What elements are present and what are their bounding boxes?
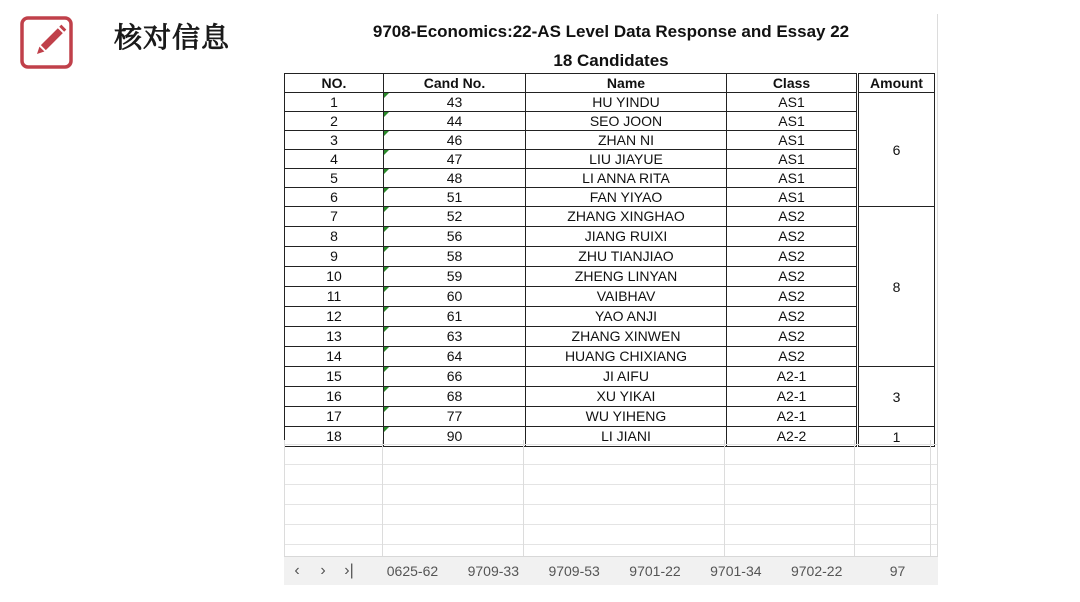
column-gap <box>857 188 859 207</box>
column-gap <box>857 327 859 347</box>
cell-name[interactable] <box>526 112 727 131</box>
number-as-text-indicator <box>384 267 389 272</box>
sheet-tab-bar <box>284 556 938 585</box>
table-row <box>285 327 935 347</box>
gridline <box>523 440 524 556</box>
column-gap <box>857 169 859 188</box>
cell-class-text: AS1 <box>778 113 805 129</box>
sheet-tab[interactable]: 9709-53 <box>548 563 600 579</box>
table-row <box>285 367 935 387</box>
cell-cand-no-text: 56 <box>446 228 463 244</box>
edit-icon <box>20 15 74 69</box>
table-row <box>285 227 935 247</box>
cell-class[interactable] <box>727 327 857 347</box>
sheet-tab[interactable]: 97 <box>889 563 906 579</box>
cell-name-text: JIANG RUIXI <box>584 228 668 244</box>
cell-name[interactable] <box>526 247 727 267</box>
cell-no[interactable] <box>285 169 384 188</box>
cell-name-text: VAIBHAV <box>596 288 656 304</box>
cell-cand-no[interactable] <box>384 307 526 327</box>
cell-class[interactable] <box>727 247 857 267</box>
number-as-text-indicator <box>384 188 389 193</box>
cell-class-text: AS2 <box>778 288 805 304</box>
cell-class[interactable] <box>727 227 857 247</box>
cell-no[interactable] <box>285 267 384 287</box>
column-gap <box>857 407 859 427</box>
number-as-text-indicator <box>384 387 389 392</box>
table-row <box>285 387 935 407</box>
number-as-text-indicator <box>384 112 389 117</box>
cell-no-text: 18 <box>326 428 342 444</box>
cell-cand-no[interactable] <box>384 247 526 267</box>
cell-class[interactable] <box>727 169 857 188</box>
sheet-tab[interactable]: 0625-62 <box>386 563 439 579</box>
cell-cand-no[interactable] <box>384 150 526 169</box>
cell-no-text: 2 <box>330 113 338 129</box>
column-gap <box>857 150 859 169</box>
cell-cand-no-text: 90 <box>446 428 463 444</box>
cell-no[interactable] <box>285 112 384 131</box>
cell-cand-no[interactable] <box>384 267 526 287</box>
sheet-tab[interactable]: 9701-22 <box>629 563 681 579</box>
cell-name[interactable] <box>526 327 727 347</box>
cell-cand-no[interactable] <box>384 131 526 150</box>
cell-class[interactable] <box>727 93 857 112</box>
cell-cand-no[interactable] <box>384 347 526 367</box>
cell-class-text: AS1 <box>778 132 805 148</box>
page-title: 核对信息 <box>114 21 231 54</box>
cell-class-text: AS2 <box>778 268 805 284</box>
column-header-name[interactable]: Name <box>526 74 727 93</box>
cell-class[interactable] <box>727 387 857 407</box>
cell-name-text: ZHU TIANJIAO <box>578 248 674 264</box>
number-as-text-indicator <box>384 227 389 232</box>
table-row <box>285 93 935 112</box>
column-gap <box>857 287 859 307</box>
cell-no-text: 5 <box>330 170 338 186</box>
cell-cand-no-text: 77 <box>446 408 463 424</box>
spreadsheet-view[interactable] <box>284 14 938 590</box>
number-as-text-indicator <box>384 347 389 352</box>
table-row <box>285 131 935 150</box>
last-sheet-icon[interactable]: ›| <box>344 562 354 579</box>
cell-cand-no-text: 64 <box>446 348 463 364</box>
number-as-text-indicator <box>384 247 389 252</box>
cell-name-text: ZHENG LINYAN <box>574 268 678 284</box>
cell-no[interactable] <box>285 347 384 367</box>
cell-name-text: LI JIANI <box>601 428 651 444</box>
cell-class[interactable] <box>727 131 857 150</box>
cell-name[interactable] <box>526 169 727 188</box>
cell-cand-no[interactable] <box>384 287 526 307</box>
cell-no[interactable] <box>285 227 384 247</box>
table-row <box>285 169 935 188</box>
sheet-subtitle: 18 Candidates <box>553 51 669 70</box>
cell-cand-no[interactable] <box>384 387 526 407</box>
prev-sheet-icon[interactable]: ‹ <box>294 562 300 579</box>
cell-amount[interactable] <box>859 207 935 367</box>
cell-name-text: LI ANNA RITA <box>582 170 670 186</box>
number-as-text-indicator <box>384 169 389 174</box>
next-sheet-icon[interactable]: › <box>320 562 326 579</box>
column-gap <box>857 267 859 287</box>
cell-class-text: A2-1 <box>776 368 807 384</box>
cell-no-text: 7 <box>330 208 338 224</box>
cell-class[interactable] <box>727 150 857 169</box>
cell-cand-no-text: 48 <box>446 170 463 186</box>
cell-class[interactable] <box>727 367 857 387</box>
cell-class-text: AS2 <box>778 308 805 324</box>
sheet-tab[interactable]: 9701-34 <box>710 563 762 579</box>
gridline <box>930 440 931 556</box>
cell-cand-no[interactable] <box>384 188 526 207</box>
table-row <box>285 150 935 169</box>
cell-no-text: 9 <box>330 248 338 264</box>
cell-no-text: 13 <box>326 328 342 344</box>
cell-cand-no-text: 52 <box>446 208 463 224</box>
sheet-edge <box>937 14 938 556</box>
cell-name-text: XU YIKAI <box>596 388 656 404</box>
cell-name[interactable] <box>526 150 727 169</box>
table-row <box>285 287 935 307</box>
column-gap <box>857 131 859 150</box>
table-row <box>285 112 935 131</box>
number-as-text-indicator <box>384 131 389 136</box>
cell-name[interactable] <box>526 188 727 207</box>
sheet-title: 9708-Economics:22-AS Level Data Response and Essay 22 <box>372 22 850 41</box>
cell-no-text: 1 <box>330 94 338 110</box>
cell-cand-no[interactable] <box>384 112 526 131</box>
cell-name-text: HUANG CHIXIANG <box>564 348 688 364</box>
cell-class-text: AS1 <box>778 94 805 110</box>
cell-no-text: 4 <box>330 151 338 167</box>
cell-name-text: YAO ANJI <box>595 308 657 324</box>
cell-amount-text: 6 <box>892 141 901 158</box>
cell-name[interactable] <box>526 207 727 227</box>
cell-name[interactable] <box>526 367 727 387</box>
cell-class-text: AS2 <box>778 248 805 264</box>
cell-class-text: AS1 <box>778 151 805 167</box>
gridline <box>724 440 725 556</box>
candidate-table <box>284 73 935 447</box>
cell-class-text: AS2 <box>778 228 805 244</box>
cell-class-text: A2-1 <box>776 388 807 404</box>
cell-no-text: 15 <box>326 368 342 384</box>
cell-no-text: 8 <box>330 228 338 244</box>
cell-name[interactable] <box>526 227 727 247</box>
cell-class[interactable] <box>727 307 857 327</box>
cell-class-text: AS1 <box>778 170 805 186</box>
cell-amount[interactable] <box>859 93 935 207</box>
cell-cand-no-text: 59 <box>446 268 463 284</box>
cell-class[interactable] <box>727 112 857 131</box>
cell-amount[interactable] <box>859 367 935 427</box>
cell-cand-no-text: 68 <box>446 388 463 404</box>
cell-name[interactable] <box>526 287 727 307</box>
cell-class[interactable] <box>727 407 857 427</box>
cell-class[interactable] <box>727 188 857 207</box>
cell-class-text: AS2 <box>778 208 805 224</box>
column-gap <box>857 247 859 267</box>
column-header-no[interactable]: NO. <box>285 74 384 93</box>
number-as-text-indicator <box>384 307 389 312</box>
column-gap <box>857 227 859 247</box>
column-gap <box>857 347 859 367</box>
cell-class-text: AS2 <box>778 348 805 364</box>
cell-no[interactable] <box>285 387 384 407</box>
number-as-text-indicator <box>384 407 389 412</box>
cell-no[interactable] <box>285 367 384 387</box>
cell-class-text: AS2 <box>778 328 805 344</box>
cell-amount-text: 1 <box>892 428 901 445</box>
cell-cand-no-text: 60 <box>446 288 463 304</box>
cell-cand-no[interactable] <box>384 169 526 188</box>
cell-no[interactable] <box>285 131 384 150</box>
table-row <box>285 407 935 427</box>
cell-no-text: 12 <box>326 308 342 324</box>
column-header-class[interactable]: Class <box>727 74 857 93</box>
cell-no[interactable] <box>285 207 384 227</box>
cell-no[interactable] <box>285 188 384 207</box>
cell-class-text: A2-1 <box>776 408 807 424</box>
cell-class[interactable] <box>727 347 857 367</box>
cell-no-text: 3 <box>330 132 338 148</box>
cell-no-text: 10 <box>326 268 342 284</box>
cell-no-text: 16 <box>326 388 342 404</box>
cell-cand-no[interactable] <box>384 93 526 112</box>
cell-class[interactable] <box>727 267 857 287</box>
cell-no-text: 6 <box>330 189 338 205</box>
cell-name-text: WU YIHENG <box>585 408 667 424</box>
cell-no-text: 14 <box>326 348 342 364</box>
cell-cand-no-text: 61 <box>446 308 463 324</box>
cell-amount-text: 8 <box>892 278 901 295</box>
sheet-tab[interactable]: 9709-33 <box>467 563 519 579</box>
cell-cand-no[interactable] <box>384 227 526 247</box>
column-gap <box>857 307 859 327</box>
cell-no[interactable] <box>285 307 384 327</box>
number-as-text-indicator <box>384 287 389 292</box>
cell-name[interactable] <box>526 347 727 367</box>
cell-name[interactable] <box>526 267 727 287</box>
cell-name-text: FAN YIYAO <box>589 189 663 205</box>
cell-no[interactable] <box>285 327 384 347</box>
cell-amount-text: 3 <box>892 388 901 405</box>
cell-no-text: 17 <box>326 408 342 424</box>
cell-class-text: A2-2 <box>776 428 807 444</box>
cell-cand-no[interactable] <box>384 367 526 387</box>
cell-no[interactable] <box>285 93 384 112</box>
number-as-text-indicator <box>384 93 389 98</box>
table-row <box>285 207 935 227</box>
cell-no[interactable] <box>285 407 384 427</box>
cell-no[interactable] <box>285 287 384 307</box>
cell-name-text: ZHANG XINWEN <box>571 328 681 344</box>
cell-cand-no-text: 51 <box>446 189 463 205</box>
cell-class[interactable] <box>727 287 857 307</box>
cell-cand-no[interactable] <box>384 207 526 227</box>
sheet-tab[interactable]: 9702-22 <box>790 563 843 579</box>
gridline <box>854 440 855 556</box>
table-row <box>285 307 935 327</box>
number-as-text-indicator <box>384 367 389 372</box>
table-row <box>285 188 935 207</box>
column-header-amount[interactable]: Amount <box>859 74 935 93</box>
cell-cand-no-text: 43 <box>446 94 463 110</box>
cell-name[interactable] <box>526 387 727 407</box>
table-row <box>285 267 935 287</box>
cell-cand-no-text: 63 <box>446 328 463 344</box>
number-as-text-indicator <box>384 327 389 332</box>
cell-name-text: ZHANG XINGHAO <box>567 208 685 224</box>
cell-name-text: SEO JOON <box>589 113 663 129</box>
column-gap <box>857 112 859 131</box>
cell-cand-no-text: 47 <box>446 151 463 167</box>
cell-no[interactable] <box>285 150 384 169</box>
number-as-text-indicator <box>384 207 389 212</box>
table-row <box>285 247 935 267</box>
cell-name[interactable] <box>526 131 727 150</box>
table-header-row <box>285 74 935 93</box>
cell-cand-no-text: 58 <box>446 248 463 264</box>
cell-class[interactable] <box>727 207 857 227</box>
gridline <box>284 440 285 556</box>
cell-name[interactable] <box>526 307 727 327</box>
cell-name[interactable] <box>526 93 727 112</box>
cell-name-text: JI AIFU <box>603 368 649 384</box>
cell-cand-no-text: 46 <box>446 132 463 148</box>
number-as-text-indicator <box>384 150 389 155</box>
cell-class-text: AS1 <box>778 189 805 205</box>
cell-cand-no-text: 44 <box>446 113 463 129</box>
cell-name-text: LIU JIAYUE <box>589 151 663 167</box>
cell-name-text: HU YINDU <box>592 94 660 110</box>
cell-cand-no[interactable] <box>384 327 526 347</box>
column-header-cand-no[interactable]: Cand No. <box>384 74 526 93</box>
cell-name-text: ZHAN NI <box>598 132 654 148</box>
gridline <box>382 440 383 556</box>
cell-name[interactable] <box>526 407 727 427</box>
column-gap <box>857 387 859 407</box>
cell-cand-no[interactable] <box>384 407 526 427</box>
table-row <box>285 347 935 367</box>
cell-no[interactable] <box>285 247 384 267</box>
cell-no-text: 11 <box>326 288 342 304</box>
cell-cand-no-text: 66 <box>446 368 463 384</box>
number-as-text-indicator <box>384 427 389 432</box>
